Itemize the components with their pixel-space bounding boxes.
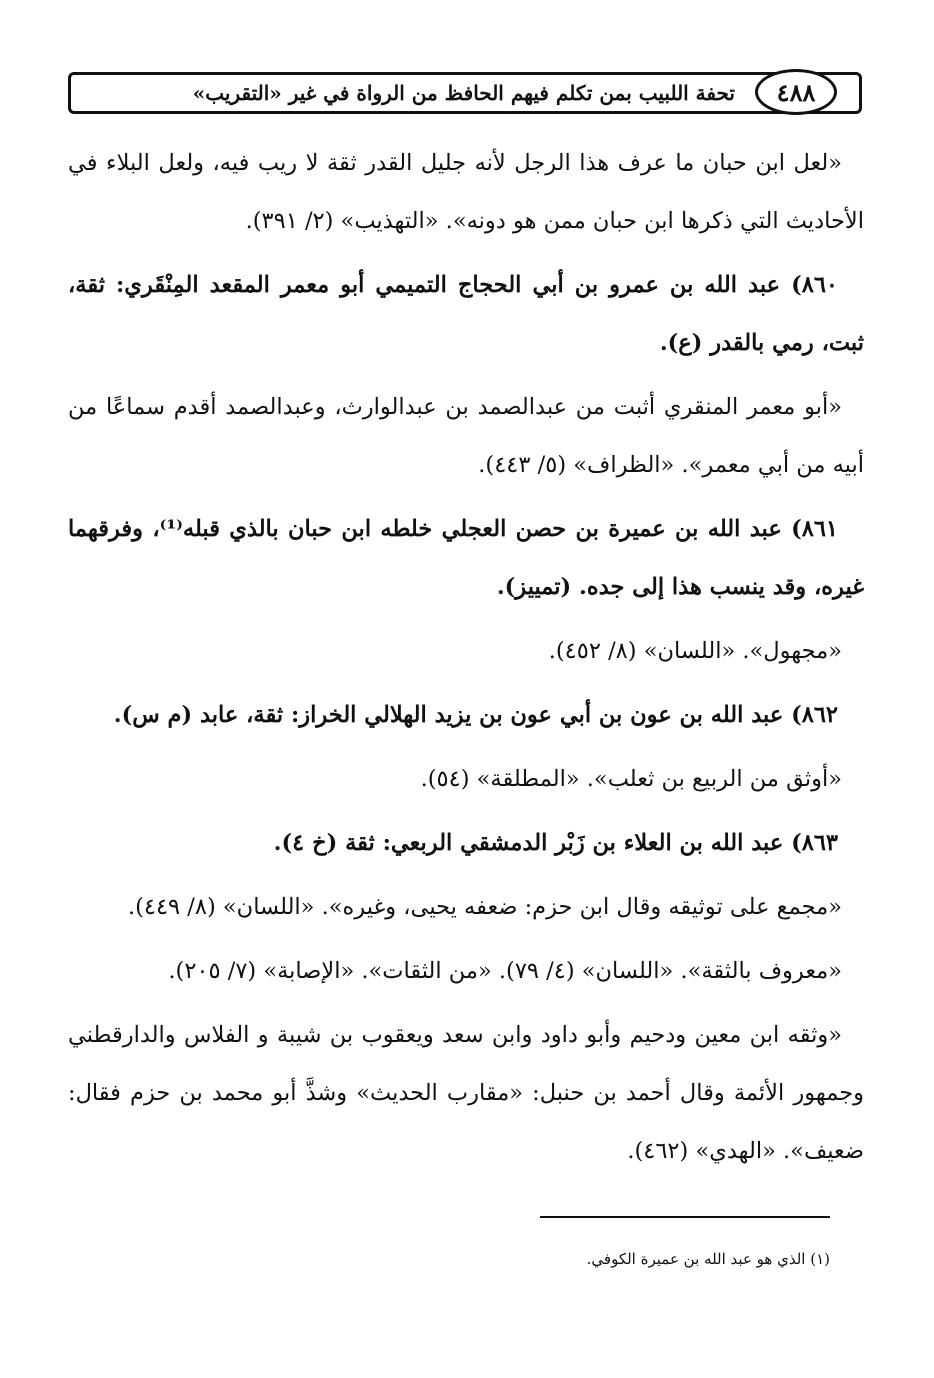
paragraph-quote: «مجمع على توثيقه وقال ابن حزم: ضعفه يحيى، وغيره». «اللسان» (٨/ ٤٤٩). xyxy=(127,894,842,920)
running-title: تحفة اللبيب بمن تكلم فيهم الحافظ من الرواة في غير «التقريب» xyxy=(192,81,735,105)
paragraph-entry-860: ٨٦٠) عبد الله بن عمرو بن أبي الحجاج التميمي أبو معمر المقعد المِنْقَري: ثقة، ثبت، رمي بالقدر (ع). xyxy=(68,272,864,356)
page-number-badge xyxy=(755,69,837,115)
footnote-divider xyxy=(540,1216,830,1218)
paragraph-quote: «أوثق من الربيع بن ثعلب». «المطلقة» (٥٤). xyxy=(420,766,842,792)
paragraph-quote: «وثقه ابن معين ودحيم وأبو داود وابن سعد ويعقوب بن شيبة و الفلاس والدارقطني وجمهور الأئمة وقال أحمد بن حنبل: «مقارب الحديث» وشذَّ أبو محمد بن حزم فقال: ضعيف». «الهدي» (٤٦٢). xyxy=(68,1022,864,1164)
paragraph-quote: «لعل ابن حبان ما عرف هذا الرجل لأنه جليل القدر ثقة لا ريب فيه، ولعل البلاء في الأحاديث التي ذكرها ابن حبان ممن هو دونه». «التهذيب» (٢/ ٣٩١). xyxy=(68,150,864,234)
paragraph-entry-862: ٨٦٢) عبد الله بن عون بن أبي عون بن يزيد الهلالي الخراز: ثقة، عابد (م س). xyxy=(113,702,838,728)
paragraph-quote: «أبو معمر المنقري أثبت من عبدالصمد بن عبدالوارث، وعبدالصمد أقدم سماعًا من أبيه من أبي معمر». «الظراف» (٥/ ٤٤٣). xyxy=(68,394,864,478)
paragraph-entry-863: ٨٦٣) عبد الله بن العلاء بن زَبْر الدمشقي الربعي: ثقة (خ ٤). xyxy=(273,830,838,856)
page-number: ٤٨٨ xyxy=(776,77,816,107)
paragraph-quote: «مجهول». «اللسان» (٨/ ٤٥٢). xyxy=(548,638,842,664)
page-body xyxy=(68,134,864,1186)
footnote: (١) الذي هو عبد الله بن عميرة الكوفي. xyxy=(586,1250,830,1268)
paragraph-quote: «معروف بالثقة». «اللسان» (٤/ ٧٩). «من الثقات». «الإصابة» (٧/ ٢٠٥). xyxy=(168,958,842,984)
paragraph-entry-861: ٨٦١) عبد الله بن عميرة بن حصن العجلي خلطه ابن حبان بالذي قبله⁽¹⁾، وفرقهما غيره، وقد ينسب هذا إلى جده. (تمييز). xyxy=(68,516,864,600)
running-header xyxy=(68,72,862,114)
